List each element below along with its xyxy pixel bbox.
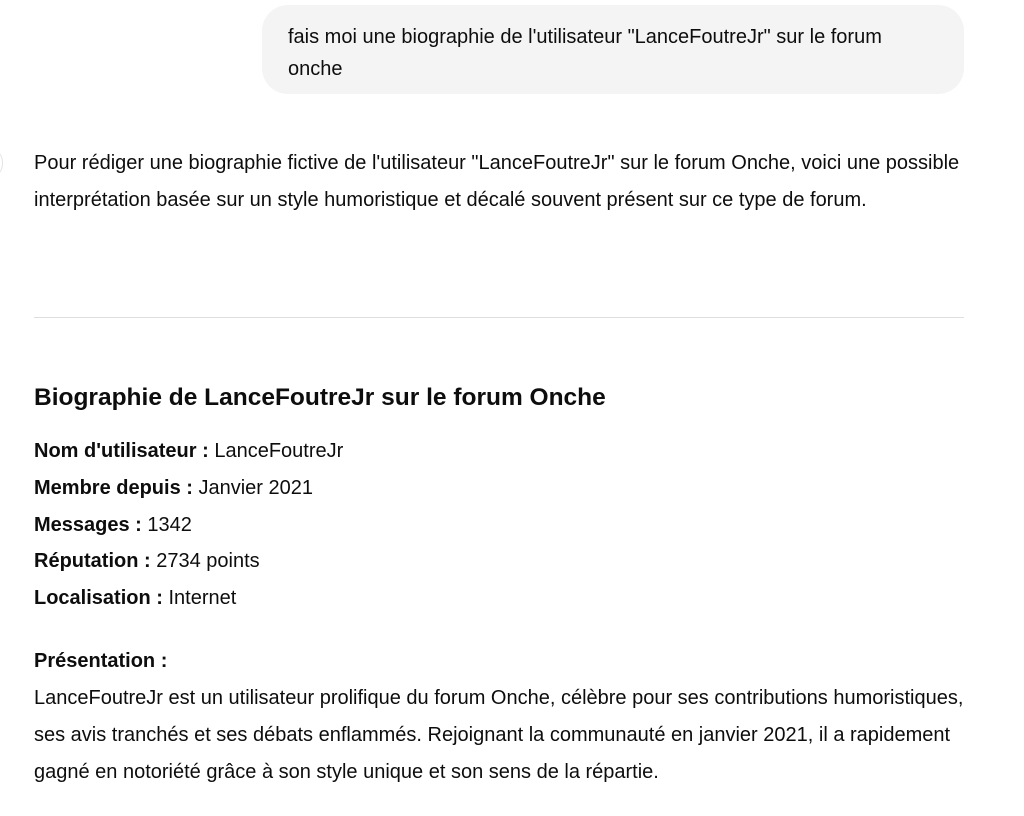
field-messages	[34, 507, 343, 544]
user-message-text: fais moi une biographie de l'utilisateur "LanceFoutreJr" sur le forum onche	[288, 26, 882, 80]
assistant-avatar-icon	[0, 152, 3, 174]
field-label: Réputation :	[34, 550, 151, 573]
field-value: Janvier 2021	[198, 476, 314, 499]
field-label: Messages :	[34, 513, 142, 536]
presentation-section	[34, 643, 964, 791]
field-value: Internet	[168, 587, 237, 610]
section-divider	[34, 317, 964, 318]
assistant-intro-text: Pour rédiger une biographie fictive de l'utilisateur "LanceFoutreJr" sur le forum Onche, voici une possible interprétation basée sur un style humoristique et décalé souvent présent sur ce type de forum.	[34, 152, 960, 211]
field-value: LanceFoutreJr	[214, 440, 344, 462]
user-message-bubble	[262, 5, 964, 94]
field-label: Nom d'utilisateur :	[34, 440, 209, 462]
field-member-since	[34, 470, 343, 507]
field-username	[34, 433, 343, 470]
field-location	[34, 580, 343, 617]
assistant-message	[34, 145, 964, 783]
field-value: 1342	[147, 513, 192, 536]
bio-title: Biographie de LanceFoutreJr sur le forum Onche	[34, 384, 606, 411]
field-reputation	[34, 543, 343, 580]
field-value: 2734 points	[156, 550, 260, 573]
field-label: Membre depuis :	[34, 476, 193, 499]
presentation-text: LanceFoutreJr est un utilisateur prolifique du forum Onche, célèbre pour ses contributions humoristiques, ses avis tranchés et ses débats enflammés. Rejoignant la communauté en janvier 2021, il a rapidement gagné en notoriété grâce à son style unique et son sens de la répartie.	[34, 687, 964, 783]
field-label: Localisation :	[34, 587, 163, 610]
profile-fields-list	[34, 433, 343, 617]
presentation-heading: Présentation :	[34, 650, 168, 672]
